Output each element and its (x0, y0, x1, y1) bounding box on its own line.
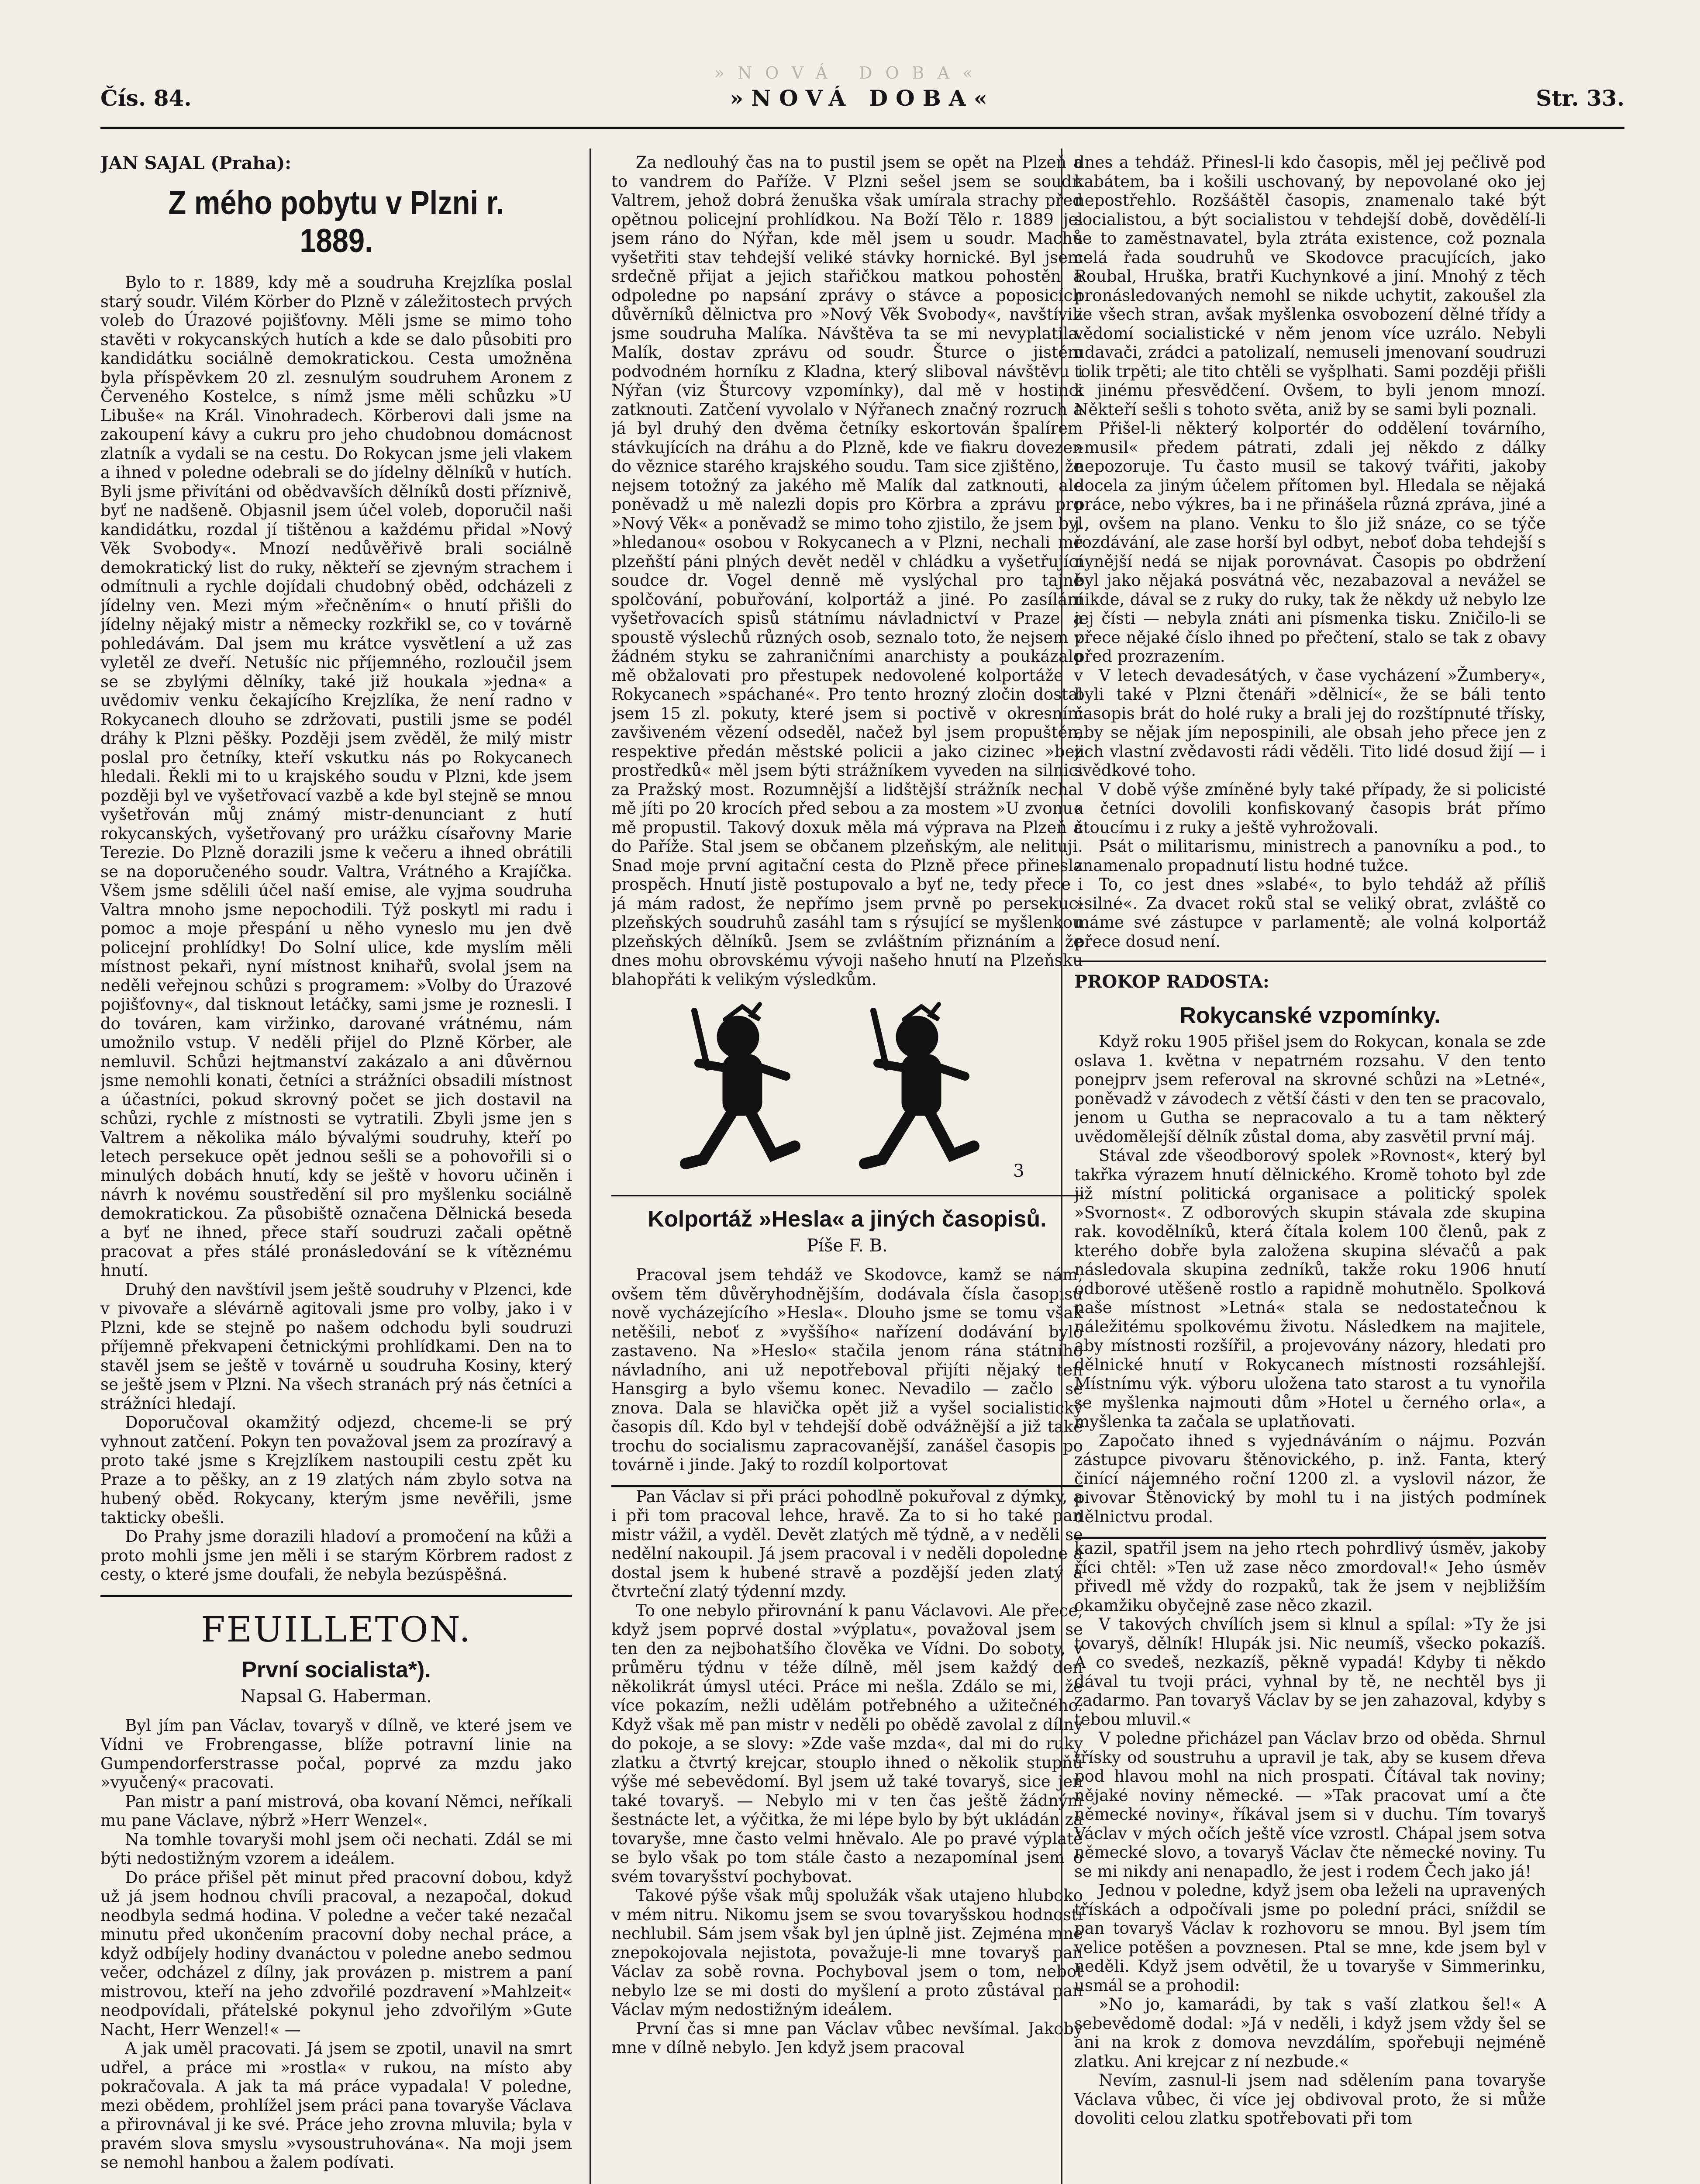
article-title: Rokycanské vzpomínky. (1179, 1003, 1441, 1028)
story-paragraph: To one nebylo přirovnání k panu Václavovi. Ale přece, když jsem poprvé dostal »výplatu«, považoval jsem se ten den za nejbohatšího člověka ve Vídni. Do soboty, v průměru týdnu v téže dílně, měl jsem každý den několikrát úmysl utéci. Práce mi nešla. Zdálo se mi, že více pokazím, nežli udělám potřebného a užitečného. Když však mě pan mistr v neděli po obědě zavolal z dílny do pokoje, a se slovy: »Zde vaše mzda«, dal mi do ruky zlatku a čtvrtý krejcar, stouplo ihned o několik stupňů výše mé sebevědomí. Byl jsem už také tovaryš, sice jen také tovaryš. — Nebylo mi v ten čas ještě žádným šestnácte let, a výčitka, že mi lépe bylo by být ukládán za tovaryše, mne často velmi hněvalo. Ale po pravé výplatě se bylo však po tom stále často a nezapomínal jsem o svém tovaryšství pochybovat. (611, 1601, 1083, 1886)
article-paragraph: dnes a tehdáž. Přinesl-li kdo časopis, měl jej pečlivě pod kabátem, ba i košili uschovaný, by nepovolané oko jej nepostřehlo. Rozšáštěl časopis, znamenalo také být socialistou, a být socialistou v tehdejší době, dovědělí-li se to zaměstnavatel, byla ztráta existence, což poznala celá řada soudruhů ve Skodovce pracujících, jako Roubal, Hruška, bratři Kuchynkové a jiní. Mnohý z těch pronásledovaných nemohl se nikde uchytit, zakoušel zla ze všech stran, avšak myšlenka osvobození dělné třídy a vědomí socialistické v něm jenom více uzrálo. Nebyli udavači, zrádci a patolizalí, nemuseli jmenovaní soudruzi tolik trpěti; ale tito chtěli se vyšplhati. Sami později přišli k jinému přesvědčení. Ovšem, to byli jenom mnozí. Někteří sešli s tohoto světa, aniž by se sami byli poznali. (1074, 153, 1546, 419)
story-paragraph: V takových chvílích jsem si klnul a spílal: »Ty že jsi tovaryš, dělník! Hlupák jsi. Nic neumíš, všecko pokazíš. A co svedeš, nezkazíš, pěkně vypadá! Kdyby ti někdo dával tu tvoji práci, vyhnal by tě, ne nechtěl bys ji zadarmo. Pan tovaryš Václav by se jen zahazoval, kdyby s tebou mluvil.« (1074, 1615, 1546, 1729)
header-rule (100, 127, 1624, 129)
illustration-marker: 3 (1013, 1161, 1024, 1181)
illustration-marching-soldiers (629, 1002, 1066, 1185)
article-paragraph: V letech devadesátých, v čase vycházení »Žumbery«, byli také v Plzni čtenáři »dělnicí«, že se báli tento časopis brát do holé ruky a brali jej do rozštípnuté třísky, aby se nějak jím nepospinili, ale obsah jeho přece jen z jich vlastní zvědavosti rádi věděli. Tito lidé dosud žijí — i svědkové toho. (1074, 666, 1546, 780)
story-paragraph: kazil, spatřil jsem na jeho rtech pohrdlivý úsměv, jakoby říci chtěl: »Ten už zase něco zmordoval!« Jeho úsměv přivedl mě vždy do rozpaků, tak že jsem v nejbližším okamžiku obyčejně zase něco zkazil. (1074, 1539, 1546, 1615)
article-paragraph: V době výše zmíněné byly také případy, že si policisté a četníci dovolili konfiskovaný časopis brát přímo čtoucímu i z ruky a ještě vyhrožovali. (1074, 780, 1546, 837)
story-paragraph: Jednou v poledne, když jsem oba leželi na upravených třískách a odpočívali jsme po polední práci, sníždil se pan tovaryš Václav k rozhovoru se mnou. Byl jsem tím velice potěšen a povznesen. Ptal se mne, kde jsem byl v neděli. Když jsem odvětil, že u tovaryše v Simmerinku, usmál se a prohodil: (1074, 1881, 1546, 1995)
page-header (100, 85, 1624, 124)
story-paragraph: Takové pýše však můj spolužák však utajeno hluboko v mém nitru. Nikomu jsem se svou tovaryšskou hodností nechlubil. Sám jsem však byl jen úplně jist. Zejména mne znepokojovala nejistota, považuje-li mne tovaryš pan Václav za sobě rovna. Pochyboval jsem o tom, neboť nebylo lze se mi dosti do myšlení a proto zůstával pan Václav mým nedostižným ideálem. (611, 1886, 1083, 2019)
article-paragraph: Přišel-li některý kolportér do oddělení továrního, »musil« předem pátrati, zdali jej někdo z dálky nepozoruje. Tu často musil se takový tvářiti, jakoby docela za jiným účelem přítomen byl. Hledala se nějaká práce, nebo výkres, ba i ne přinášela různá zpráva, jiné a j., ovšem na plano. Venku to šlo již snáze, co se týče rozdávání, ale zase horší byl odbyt, neboť doba tehdejší s nynější nedá se nijak porovnávat. Časopis po obdržení byl jako nějaká posvátná věc, nezabazoval a nevážel se nikde, dával se z ruky do ruky, tak že někdy už nebylo lze jej čísti — nebyla znáti ani písmenka tisku. Zničilo-li se přece nějaké číslo ihned po přečtení, stalo se tak z obavy před prozrazením. (1074, 419, 1546, 666)
article-paragraph: Psát o militarismu, ministrech a panovníku a pod., to znamenalo propadnutí listu hodné tužce. (1074, 837, 1546, 875)
story-paragraph: Do práce přišel pět minut před pracovní dobou, když už já jsem hodnou chvíli pracoval, a nezapočal, dokud neodbyla sedmá hodina. V poledne a večer také nezačal minutu před ukončením pracovní doby nechal práce, a když odbíjely hodiny dvanáctou v poledne anebo sedmou večer, odcházel z dílny, jak provázen p. mistrem a paní mistrovou, kteří na jeho zdvořilé pozdravení »Mahlzeit« neodpovídali, přátelské pokynul jeho zdvořilým »Gute Nacht, Herr Wenzel!« — (100, 1868, 572, 2039)
article-byline: PROKOP RADOSTA: (1074, 971, 1269, 992)
story-paragraph: Pan mistr a paní mistrová, oba kovaní Němci, neříkali mu pane Václave, nýbrž »Herr Wenzel«. (100, 1792, 572, 1830)
story-paragraph: Byl jím pan Václav, tovaryš v dílně, ve které jsem ve Vídni ve Frobrengasse, blíže potravní linie na Gumpendorferstrasse počal, poprvé za mzdu jako »vyučený« pracovati. (100, 1716, 572, 1792)
column-divider (590, 149, 591, 2184)
article-byline: JAN SAJAL (Praha): (100, 153, 292, 173)
section-rule (1074, 961, 1546, 962)
story-paragraph: »No jo, kamarádi, by tak s vaší zlatkou šel!« A sebevědomě dodal: »Já v neděli, i když jsem vždy šel se ani na krok z domova nevzdálím, spořebuji nejméně zlatku. Ani krejcar z ní nezbude.« (1074, 1995, 1546, 2071)
story-paragraph: Na tomhle tovaryši mohl jsem oči nechati. Zdál se mi býti nedostižným vzorem a ideálem. (100, 1830, 572, 1868)
story-author: Napsal G. Haberman. (241, 1686, 432, 1707)
faded-masthead-watermark: »NOVÁ DOBA« (714, 63, 986, 83)
article-paragraph: To, co jest dnes »slabé«, to bylo tehdáž až příliš »silné«. Za dvacet roků stal se veliký obrat, zvláště co máme své zástupce v parlamentě; ale volná kolportáž přece dosud není. (1074, 875, 1546, 951)
article-paragraph: Započato ihned s vyjednáváním o nájmu. Pozván zástupce pivovaru štěnovického, p. inž. Fanta, který činící nájemného roční 1200 zl. a vyslovil názor, že pivovar Štěnovický by mohl tu i na jistých podmínek dělnictvu prodal. (1074, 1431, 1546, 1526)
section-rule (100, 1595, 572, 1597)
article-paragraph: Pracoval jsem tehdáž ve Skodovce, kamž se nám, ovšem těm důvěryhodnějším, dodávala čísla časopisu nově vycházejícího »Hesla«. Dlouho jsme se tomu však netěšili, neboť z »vyššího« nařízení dodávání bylo zastaveno. Na »Heslo« stačila jenom rána státního návladního, ani už nepotřeboval přijíti nějaký ten Hansgirg a bylo všemu konec. Nevadilo — začlo se znova. Dala se hlavička opět již a vyšel socialistický časopis díl. Kdo byl v tehdejší době odvážnější a již také trochu do socialismu zapracovanější, zanášel časopis po továrně i jinde. Jaký to rozdíl kolportovat (611, 1265, 1083, 1474)
feuilleton-heading: FEUILLETON. (201, 1609, 472, 1650)
column-2 (611, 153, 1083, 2184)
section-rule (611, 1195, 1083, 1196)
column-1 (100, 153, 572, 2184)
article-title: Kolportáž »Hesla« a jiných časopisů. (648, 1206, 1047, 1232)
article-paragraph: Bylo to r. 1889, kdy mě a soudruha Krejzlíka poslal starý soudr. Vilém Körber do Plzně v záležitostech prvých voleb do Úrazové pojišťovny. Měli jsme se mimo toho stavěti v rokycanských hutích a kde se dalo působiti pro kandidátku sociálně demokratickou. Cesta umožněna byla příspěvkem 20 zl. zesnulým soudruhem Aronem z Červeného Kostelce, s nímž jsme měli schůzku »U Libuše« na Král. Vinohradech. Körberovi dali jsme na zakoupení kávy a cukru pro jeho chudobnou domácnost zlatník a vydali se na cestu. Do Rokycan jsme jeli vlakem a ihned v poledne odebrali se do jídelny dělníků v hutích. Byli jsme přivítáni od obědvavších dělníků dosti příznivě, byť ne nadšeně. Objasnil jsem účel voleb, doporučil naši kandidátku, rozdal jí tištěnou a každému přidal »Nový Věk Svobody«. Mnozí nedůvěřivě brali sociálně demokratický list do ruky, někteří se zjevným strachem i odmítnuli a rychle dojídali chudobný oběd, odcházeli z jídelny ven. Mezi mým »řečněním« o hnutí přišli do jídelny nějaký mistr a německy rozkřikl se, co v továrně pohledávám. Dal jsem mu krátce vysvětlení a už zas vyletěl ze dveří. Netušíc nic příjemného, rozloučil jsem se se zbylými dělníky, také již houkala »jedna« a uvědomiv venku čekajícího Krejzlíka, že není radno v Rokycanech dlouho se zdržovati, pustili jsme se podél dráhy k Plzni pěšky. Později jsem zvěděl, že milý mistr poslal pro četníky, kteří vskutku nás po Rokycanech hledali. Řekli mi to u krajského soudu v Plzni, kde jsem později byl ve vyšetřovací vazbě a kde byl stejně se mnou vyšetřován můj známý mistr-denunciant z hutí rokycanských, vyšetřovaný pro urážku císařovny Marie Terezie. Do Plzně dorazili jsme k večeru a ihned obrátili se na doporučeného soudr. Valtra, Vrátného a Krajíčka. Všem jsme sdělili účel naší emise, ale vyjma soudruha Valtra mnoho jsme nepochodili. Týž poskytl mi radu i pomoc a moje přespání u něho vyneslo mu jen dvě policejní prohlídky! Do Solní ulice, kde myslím měli místnost pekaři, nyní místnost knihařů, svolal jsem na neděli veřejnou schůzi s programem: »Volby do Úrazové pojišťovny«, dal tisknout letáčky, sami jsme je roznesli. I do továren, kam viržinko, darované vrátnému, nám umožnilo vstup. V neděli přijel do Plzně Körber, ale nemluvil. Schůzi hejtmanství zakázalo a ani důvěrnou jsme nemohli konati, četníci a strážníci obsadili místnost a účastníci, pokud skrovný počet se jich dostavil na schůzi, rychle z místnosti se vytratili. Zbyli jsme jen s Valtrem a několika málo bývalými soudruhy, kteří po letech persekuce opět jednou sešli se a pohovořili si o minulých dobách hnutí, kdy se ještě v hovoru učiněn i návrh k novému soustředění sil pro myšlenku sociálně demokratickou. Za působiště označena Dělnická beseda a byť ne ihned, přece staří soudruzi začali opětně pracovat a přes stálé pronásledování se k vítěznému hnutí. (100, 273, 572, 1280)
article-paragraph: Za nedlouhý čas na to pustil jsem se opět na Plzeň a to vandrem do Paříže. V Plzni sešel jsem se soudr. Valtrem, jehož dobrá ženuška však umírala strachy před opětnou policejní prohlídkou. Na Boží Tělo r. 1889 jel jsem ráno do Nýřan, kde měl jsem u soudr. Machů vyšetřiti stav tehdejší veliké stávky hornické. Byl jsem srdečně přijat a jejich stařičkou matkou pohostěn a odpoledne po napsání zprávy o stávce a poposicích důvěrníků dělnictva pro »Nový Věk Svobody«, navštívili jsme soudruha Malíka. Návštěva ta se mi nevyplatila. Malík, dostav zprávu od soudr. Šturce o jistém podvodném horníku z Kladna, který sliboval návštěvu i Nýřan (viz Šturcovy vzpomínky), dal mě v hostinci zatknouti. Zatčení vyvolalo v Nýřanech značný rozruch a já byl druhý den dvěma četníky eskortován špalírem stávkujících na dráhu a do Plzně, kde ve fiakru dovezen do věznice starého krajského soudu. Tam sice zjištěno, že nejsem totožný za jakého mě Malík dal zatknouti, ale poněvadž u mě nalezli dopis pro Körbra a zprávu pro »Nový Věk« a poněvadž se mimo toho zjistilo, že jsem byl »hledanou« osobou v Rokycanech a v Plzni, nechali mě plzeňští páni plných devět neděl v chládku a vyšetřující soudce dr. Vogel denně mě vyslýchal pro tajné spolčování, pobuřování, kolportáž a jiné. Po zasílání vyšetřovacích spisů státnímu návladnictví v Praze a spoustě výslechů různých osob, seznalo toto, že nejsem v žádném styku se zahraničními anarchisty a poukázalo mě obžalovati pro přestupek nedovolené kolportáže v Rokycanech »spáchané«. Pro tento hrozný zločin dostal jsem 15 zl. pokuty, které jsem si poctivě v okresním zavšiveném vězení odseděl, načež byl jsem propuštěn, respektive předán městské policii a jako cizinec »bez prostředků« měl jsem býti strážníkem vyveden na silnici za Pražský most. Rozumnější a lidštější strážník nechal mě jíti po 20 krocích před sebou a za mostem »U zvonu« mě propustil. Takový doxuk měla má výprava na Plzeň a do Paříže. Stal jsem se občanem plzeňským, ale nelituji. Snad moje první agitační cesta do Plzně přece přinesla prospěch. Hnutí jistě postupovalo a byť ne, tedy přece i já mám radost, že nepřímo jsem prvně po persekuci plzeňských soudruhů zasáhl tam s rýsující se myšlenkou plzeňských dělníků. Jsem se zvláštním přiznáním a že dnes mohu obrovskému vývoji našeho hnutí na Plzeňsku blahopřáti k velikým výsledkům. (611, 153, 1083, 989)
issue-number: Čís. 84. (100, 85, 192, 111)
article-paragraph: Do Prahy jsme dorazili hladoví a promočení na kůži a proto mohli jsme jen měli i se starým Körbrem radost z cesty, o které jsme doufali, že nebyla bezúspěšná. (100, 1527, 572, 1584)
story-paragraph: První čas si mne pan Václav vůbec nevšímal. Jakoby mne v dílně nebylo. Jen když jsem pracoval (611, 2019, 1083, 2057)
story-title: První socialista*). (241, 1657, 431, 1683)
article-paragraph: Doporučoval okamžitý odjezd, chceme-li se prý vyhnout zatčení. Pokyn ten považoval jsem za prozíravý a proto také jsme s Krejzlíkem nastoupili cestu zpět ku Praze a to pěšky, an z 19 zlatých nám zbylo sotva na hubený oběd. Rokycany, kterým jsme nevěřili, jsme takticky obešli. (100, 1413, 572, 1527)
story-paragraph: Nevím, zasnul-li jsem nad sdělením pana tovaryše Václava vůbec, či více jej obdivoval proto, že si může dovoliti celou zlatku spotřebovati při tom (1074, 2071, 1546, 2128)
article-paragraph: Když roku 1905 přišel jsem do Rokycan, konala se zde oslava 1. května v nepatrném rozsahu. V den tento ponejprv jsem referoval na skrovné schůzi na »Letné«, poněvadž v závodech z větší části v den ten se pracovalo, jenom u Gutha se nepracovalo a tu a tam některý uvědomělejší dělník zůstal doma, aby zasvětil první máj. (1074, 1032, 1546, 1146)
story-paragraph: Pan Václav si při práci pohodlně pokuřoval z dýmky, a i při tom pracoval lehce, hravě. Za to si ho také pan mistr vážil, a vyděl. Devět zlatých mě týdně, a v neděli se nedělní nakoupil. Já jsem pracoval i v neděli dopoledne a dostal jsem k hubené stravě a pozdější jeden zlatý a čtvrteční zlatý týdenní mzdy. (611, 1487, 1083, 1601)
page-number: Str. 33. (1536, 85, 1624, 111)
article-author: Píše F. B. (807, 1236, 888, 1256)
article-title: Z mého pobytu v Plzni r. 1889. (168, 184, 504, 259)
article-paragraph: Druhý den navštívil jsem ještě soudruhy v Plzenci, kde v pivovaře a slévárně agitovali jsme pro volby, jako i v Plzni, kde se stejně po našem odchodu byli soudruzi příjemně překvapeni četnickými prohlídkami. Den na to stavěl jsem se ještě v továrně u soudruha Kosiny, který se ještě jsem v Plzni. Na všech stranách prý nás četníci a strážníci hledají. (100, 1280, 572, 1413)
article-paragraph: Stával zde všeodborový spolek »Rovnost«, který byl takřka výrazem hnutí dělnického. Kromě tohoto byl zde již místní politická organisace a politický spolek »Svornost«. Z odborových skupin stávala zde skupina rak. kovodělníků, která čítala kolem 100 členů, pak z kterého dobře byla založena skupina slévačů a pak následovala skupina zedníků, takže roku 1906 hnutí odborové utěšeně rostlo a rapidně mohutnělo. Spolková naše místnost »Letná« stala se nedostatečnou k náležitému spolkovému životu. Následkem na majitele, aby místnosti rozšířil, a projevovány názory, hledati pro dělnické hnutí v Rokycanech místnosti rozsáhlejší. Místnímu výk. výboru uložena tato starost a tu vynořila se myšlenka najmouti dům »Hotel u černého orla«, a myšlenka ta začala se uplatňovati. (1074, 1146, 1546, 1431)
story-paragraph: V poledne přicházel pan Václav brzo od oběda. Shrnul třísky od soustruhu a upravil je tak, aby se kusem dřeva pod hlavou mohl na nich prospati. Čítával tak noviny; nějaké noviny německé. — »Tak pracovat umí a čte německé noviny«, říkával jsem si v duchu. Tím tovaryš Václav v mých očích ještě více vzrostl. Chápal jsem sotva německé slovo, a tovaryš Václav čte německé noviny. Tu se mi nikdy ani nenapadlo, že jest i rodem Čech jako já! (1074, 1729, 1546, 1881)
story-paragraph: A jak uměl pracovati. Já jsem se zpotil, unavil na smrt udřel, a práce mi »rostla« v rukou, na místo aby pokračovala. A jak ta má práce vypadala! V poledne, mezi obědem, prohlížel jsem práci pana tovaryše Václava a přirovnával ji ke své. Práce jeho zrovna mluvila; byla v pravém slova smyslu »vysoustruhována«. Na moji jsem se nemohl hanbou a žalem podívati. (100, 2039, 572, 2172)
newspaper-title: »NOVÁ DOBA« (730, 85, 995, 111)
column-3 (1074, 153, 1546, 2184)
